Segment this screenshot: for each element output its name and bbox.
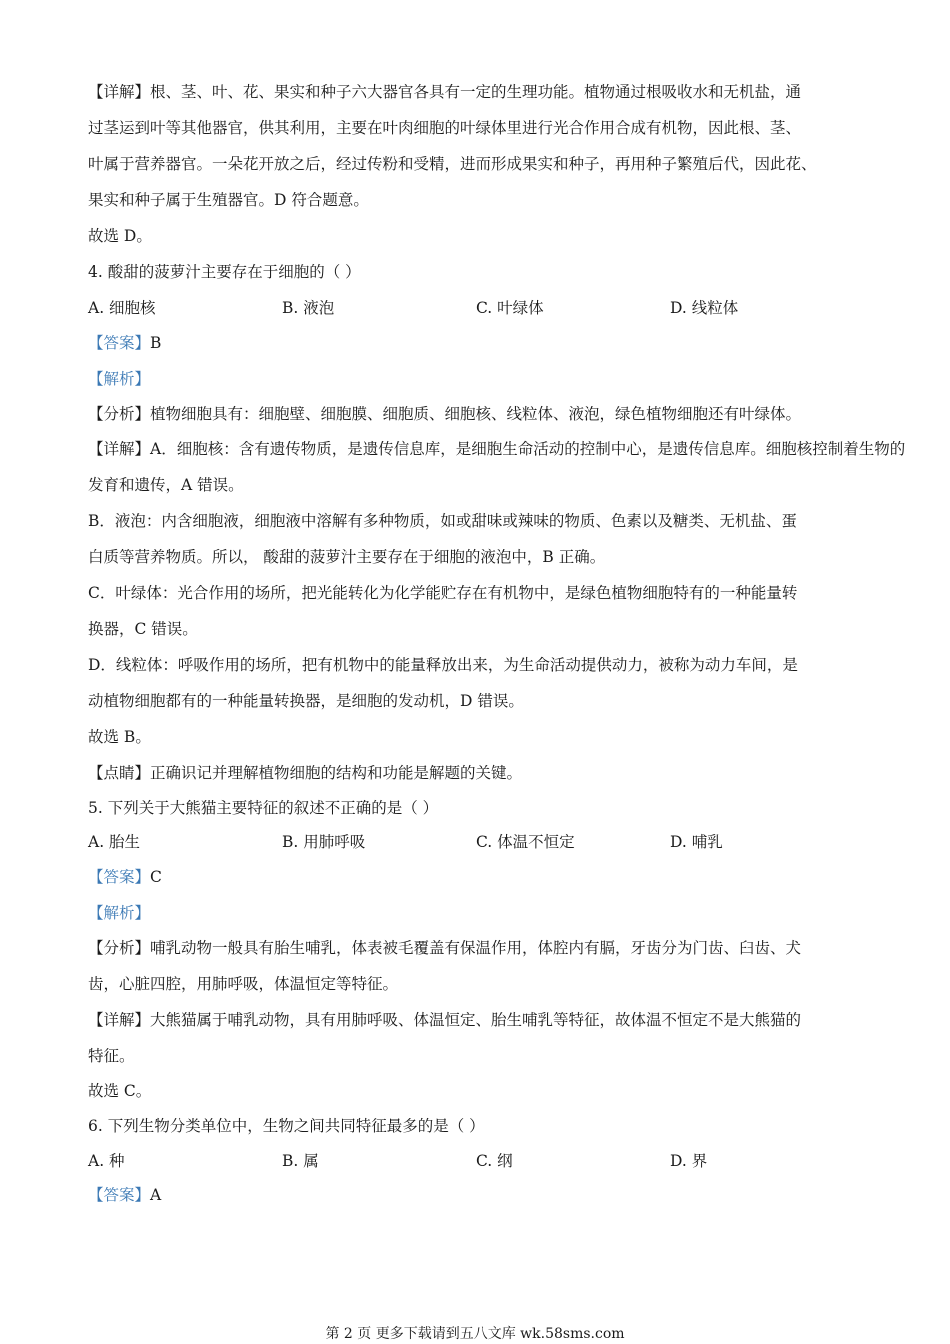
detail-text: B．液泡：内含细胞液，细胞液中溶解有多种物质，如或甜味或辣味的物质、色素以及糖类、无机盐、蛋 (88, 512, 797, 530)
question-6: 6. 下列生物分类单位中，生物之间共同特征最多的是（ ） (88, 1117, 485, 1135)
answer-tag: 【答案】 (88, 868, 151, 886)
question-4-options (88, 297, 878, 319)
answer-line (88, 1184, 878, 1206)
option-c: C. 叶绿体 (476, 299, 544, 317)
option-d: D. 线粒体 (670, 299, 739, 317)
answer-tag: 【答案】 (88, 334, 151, 352)
detail-text: 发育和遗传，A 错误。 (88, 476, 244, 494)
paragraph-line: 过茎运到叶等其他器官，供其利用，主要在叶肉细胞的叶绿体里进行光合作用合成有机物，因此根、茎、 (88, 119, 802, 137)
detail-text: 【详解】大熊猫属于哺乳动物，具有用肺呼吸、体温恒定、胎生哺乳等特征，故体温不恒定不是大熊猫的 (88, 1011, 802, 1029)
option-c: C. 体温不恒定 (476, 833, 575, 851)
option-d: D. 哺乳 (670, 833, 723, 851)
detail-text: 动植物细胞都有的一种能量转换器，是细胞的发动机，D 错误。 (88, 692, 524, 710)
answer-value: B (150, 334, 162, 352)
key-point-text: 【点睛】正确识记并理解植物细胞的结构和功能是解题的关键。 (88, 764, 523, 782)
analysis-text: 【分析】植物细胞具有：细胞壁、细胞膜、细胞质、细胞核、线粒体、液泡，绿色植物细胞还有叶绿体。 (88, 405, 802, 423)
answer-tag: 【答案】 (88, 1186, 151, 1204)
paragraph-line: 叶属于营养器官。一朵花开放之后，经过传粉和受精，进而形成果实和种子，再用种子繁殖后代，因此花、 (88, 155, 817, 173)
detail-text: C．叶绿体：光合作用的场所，把光能转化为化学能贮存在有机物中，是绿色植物细胞特有的一种能量转 (88, 584, 798, 602)
answer-line (88, 866, 878, 888)
analysis-tag: 【解析】 (88, 904, 151, 922)
answer-value: C (150, 868, 162, 886)
paragraph-line: 果实和种子属于生殖器官。D 符合题意。 (88, 191, 369, 209)
analysis-text: 齿，心脏四腔，用肺呼吸，体温恒定等特征。 (88, 975, 399, 993)
detail-text: 【详解】A．细胞核：含有遗传物质，是遗传信息库，是细胞生命活动的控制中心，是遗传信息库。细胞核控制着生物的 (88, 440, 906, 458)
option-b: B. 属 (282, 1152, 319, 1170)
conclusion-line: 故选 C。 (88, 1082, 152, 1100)
detail-text: 白质等营养物质。所以， 酸甜的菠萝汁主要存在于细胞的液泡中，B 正确。 (88, 548, 606, 566)
option-b: B. 液泡 (282, 299, 335, 317)
conclusion-line: 故选 B。 (88, 728, 151, 746)
question-5-options (88, 831, 878, 853)
answer-value: A (150, 1186, 162, 1204)
paragraph-line: 【详解】根、茎、叶、花、果实和种子六大器官各具有一定的生理功能。植物通过根吸收水和无机盐，通 (88, 83, 802, 101)
conclusion-line: 故选 D。 (88, 227, 152, 245)
option-d: D. 界 (670, 1152, 708, 1170)
detail-text: 换器，C 错误。 (88, 620, 198, 638)
option-a: A. 种 (88, 1152, 125, 1170)
answer-line (88, 332, 878, 354)
detail-text: D．线粒体：呼吸作用的场所，把有机物中的能量释放出来，为生命活动提供动力，被称为动力车间，是 (88, 656, 798, 674)
page-footer: 第 2 页 更多下载请到五八文库 wk.58sms.com (325, 1326, 625, 1342)
detail-text: 特征。 (88, 1047, 135, 1065)
question-4: 4. 酸甜的菠萝汁主要存在于细胞的（ ） (88, 263, 361, 281)
option-b: B. 用肺呼吸 (282, 833, 366, 851)
question-5: 5. 下列关于大熊猫主要特征的叙述不正确的是（ ） (88, 799, 439, 817)
option-a: A. 细胞核 (88, 299, 156, 317)
analysis-tag: 【解析】 (88, 370, 151, 388)
option-a: A. 胎生 (88, 833, 141, 851)
question-6-options (88, 1150, 878, 1172)
option-c: C. 纲 (476, 1152, 513, 1170)
analysis-text: 【分析】哺乳动物一般具有胎生哺乳，体表被毛覆盖有保温作用，体腔内有膈，牙齿分为门齿、臼齿、犬 (88, 939, 802, 957)
